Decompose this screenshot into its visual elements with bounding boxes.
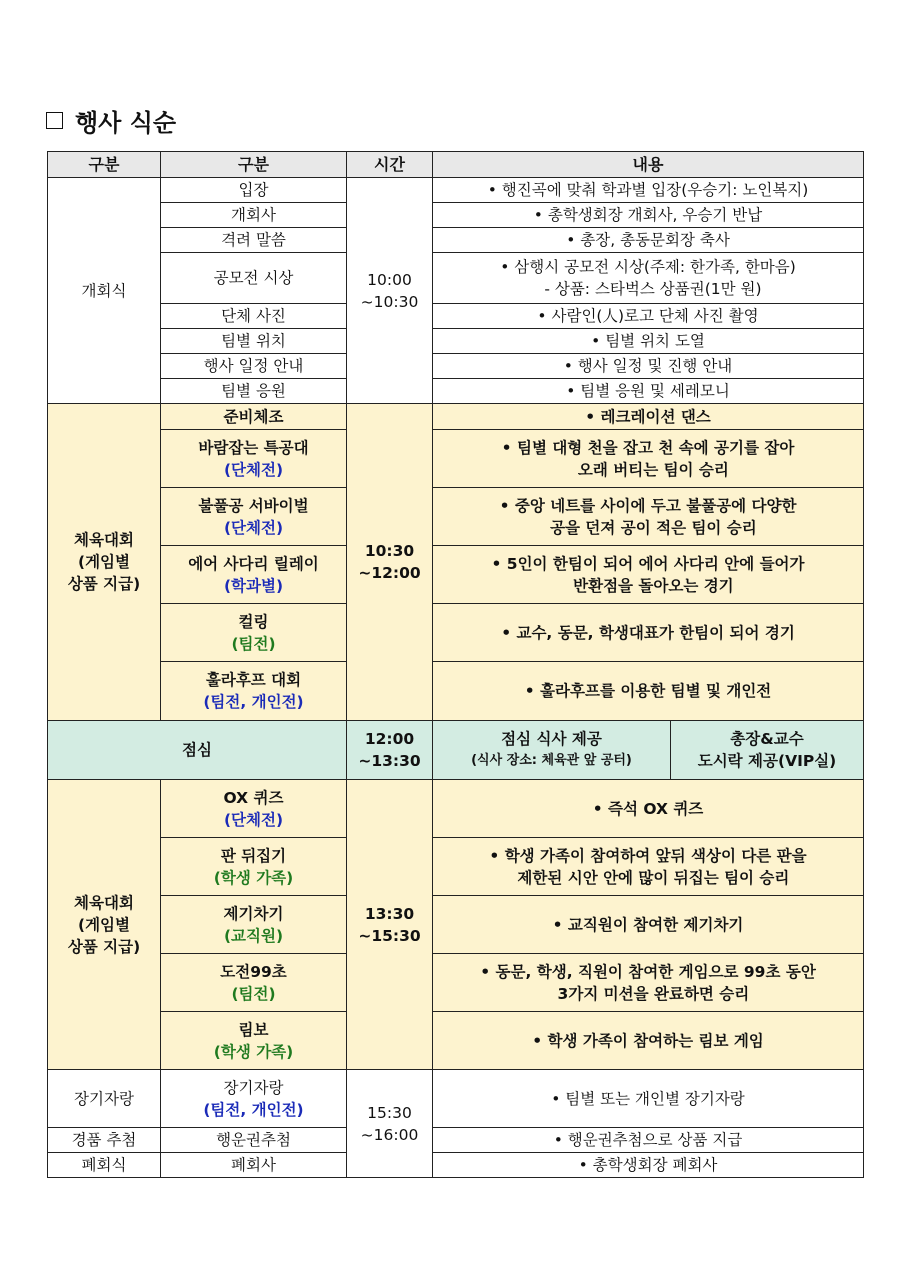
item-cell: 불풀공 서바이벌 (단체전) [161,488,347,546]
content-cell: • 총장, 총동문회장 축사 [433,228,864,253]
content-cell: • 행사 일정 및 진행 안내 [433,354,864,379]
item-cell: 폐회사 [161,1153,347,1178]
section-title [46,103,176,138]
content-cell: • 팀별 대형 천을 잡고 천 속에 공기를 잡아 오래 버티는 팀이 승리 [433,430,864,488]
item-cell: 팀별 위치 [161,329,347,354]
content-cell: • 교수, 동문, 학생대표가 한팀이 되어 경기 [433,604,864,662]
content-cell: • 중앙 네트를 사이에 두고 불풀공에 다양한 공을 던져 공이 적은 팀이 승리 [433,488,864,546]
header-item: 구분 [161,152,347,178]
time-cell: 15:30 ~16:00 [347,1070,433,1178]
content-cell: • 학생 가족이 참여하여 앞뒤 색상이 다른 판을 제한된 시안 안에 많이 뒤집는 팀이 승리 [433,838,864,896]
content-cell: • 팀별 또는 개인별 장기자랑 [433,1070,864,1128]
category-sports-pm: 체육대회 (게임별 상품 지급) [48,780,161,1070]
item-cell: 판 뒤집기 (학생 가족) [161,838,347,896]
item-cell: 격려 말씀 [161,228,347,253]
item-cell: 훌라후프 대회 (팀전, 개인전) [161,662,347,721]
content-cell: • 총학생회장 개회사, 우승기 반납 [433,203,864,228]
header-category: 구분 [48,152,161,178]
time-cell: 12:00 ~13:30 [347,721,433,780]
lunch-label: 점심 [48,721,347,780]
content-cell: • 행운권추첨으로 상품 지급 [433,1128,864,1153]
item-cell: 준비체조 [161,404,347,430]
lunch-content: 점심 식사 제공 (식사 장소: 체육관 앞 공터) [433,721,671,780]
content-cell: • 팀별 위치 도열 [433,329,864,354]
item-cell: 장기자랑 (팀전, 개인전) [161,1070,347,1128]
content-cell: • 학생 가족이 참여하는 림보 게임 [433,1012,864,1070]
item-cell: 컬링 (팀전) [161,604,347,662]
item-cell: 단체 사진 [161,304,347,329]
item-cell: 도전99초 (팀전) [161,954,347,1012]
content-cell: • 즉석 OX 퀴즈 [433,780,864,838]
item-cell: 제기차기 (교직원) [161,896,347,954]
schedule-table [47,151,864,1178]
section-title-text: 행사 식순 [75,109,177,137]
category-closing: 폐회식 [48,1153,161,1178]
content-cell: • 삼행시 공모전 시상(주제: 한가족, 한마음) - 상품: 스타벅스 상품권(1만 원) [433,253,864,304]
category-raffle: 경품 추첨 [48,1128,161,1153]
content-cell: • 행진곡에 맞춰 학과별 입장(우승기: 노인복지) [433,178,864,203]
header-content: 내용 [433,152,864,178]
item-cell: 행운권추첨 [161,1128,347,1153]
item-cell: 개회사 [161,203,347,228]
time-cell: 13:30 ~15:30 [347,780,433,1070]
item-cell: 입장 [161,178,347,203]
item-cell: 바람잡는 특공대 (단체전) [161,430,347,488]
item-cell: 팀별 응원 [161,379,347,404]
item-cell: 림보 (학생 가족) [161,1012,347,1070]
content-cell: • 총학생회장 폐회사 [433,1153,864,1178]
content-cell: • 팀별 응원 및 세레모니 [433,379,864,404]
content-cell: • 사람인(人)로고 단체 사진 촬영 [433,304,864,329]
category-talent: 장기자랑 [48,1070,161,1128]
content-cell: • 레크레이션 댄스 [433,404,864,430]
content-cell: • 5인이 한팀이 되어 에어 사다리 안에 들어가 반환점을 돌아오는 경기 [433,546,864,604]
content-cell: • 교직원이 참여한 제기차기 [433,896,864,954]
category-sports-am: 체육대회 (게임별 상품 지급) [48,404,161,721]
item-cell: 행사 일정 안내 [161,354,347,379]
item-cell: OX 퀴즈 (단체전) [161,780,347,838]
checkbox-square-icon [46,112,63,129]
item-cell: 공모전 시상 [161,253,347,304]
time-cell: 10:00 ~10:30 [347,178,433,404]
content-cell: • 훌라후프를 이용한 팀별 및 개인전 [433,662,864,721]
time-cell: 10:30 ~12:00 [347,404,433,721]
header-time: 시간 [347,152,433,178]
content-cell: • 동문, 학생, 직원이 참여한 게임으로 99초 동안 3가지 미션을 완료하면 승리 [433,954,864,1012]
category-opening: 개회식 [48,178,161,404]
item-cell: 에어 사다리 릴레이 (학과별) [161,546,347,604]
lunch-vip: 총장&교수 도시락 제공(VIP실) [671,721,864,780]
